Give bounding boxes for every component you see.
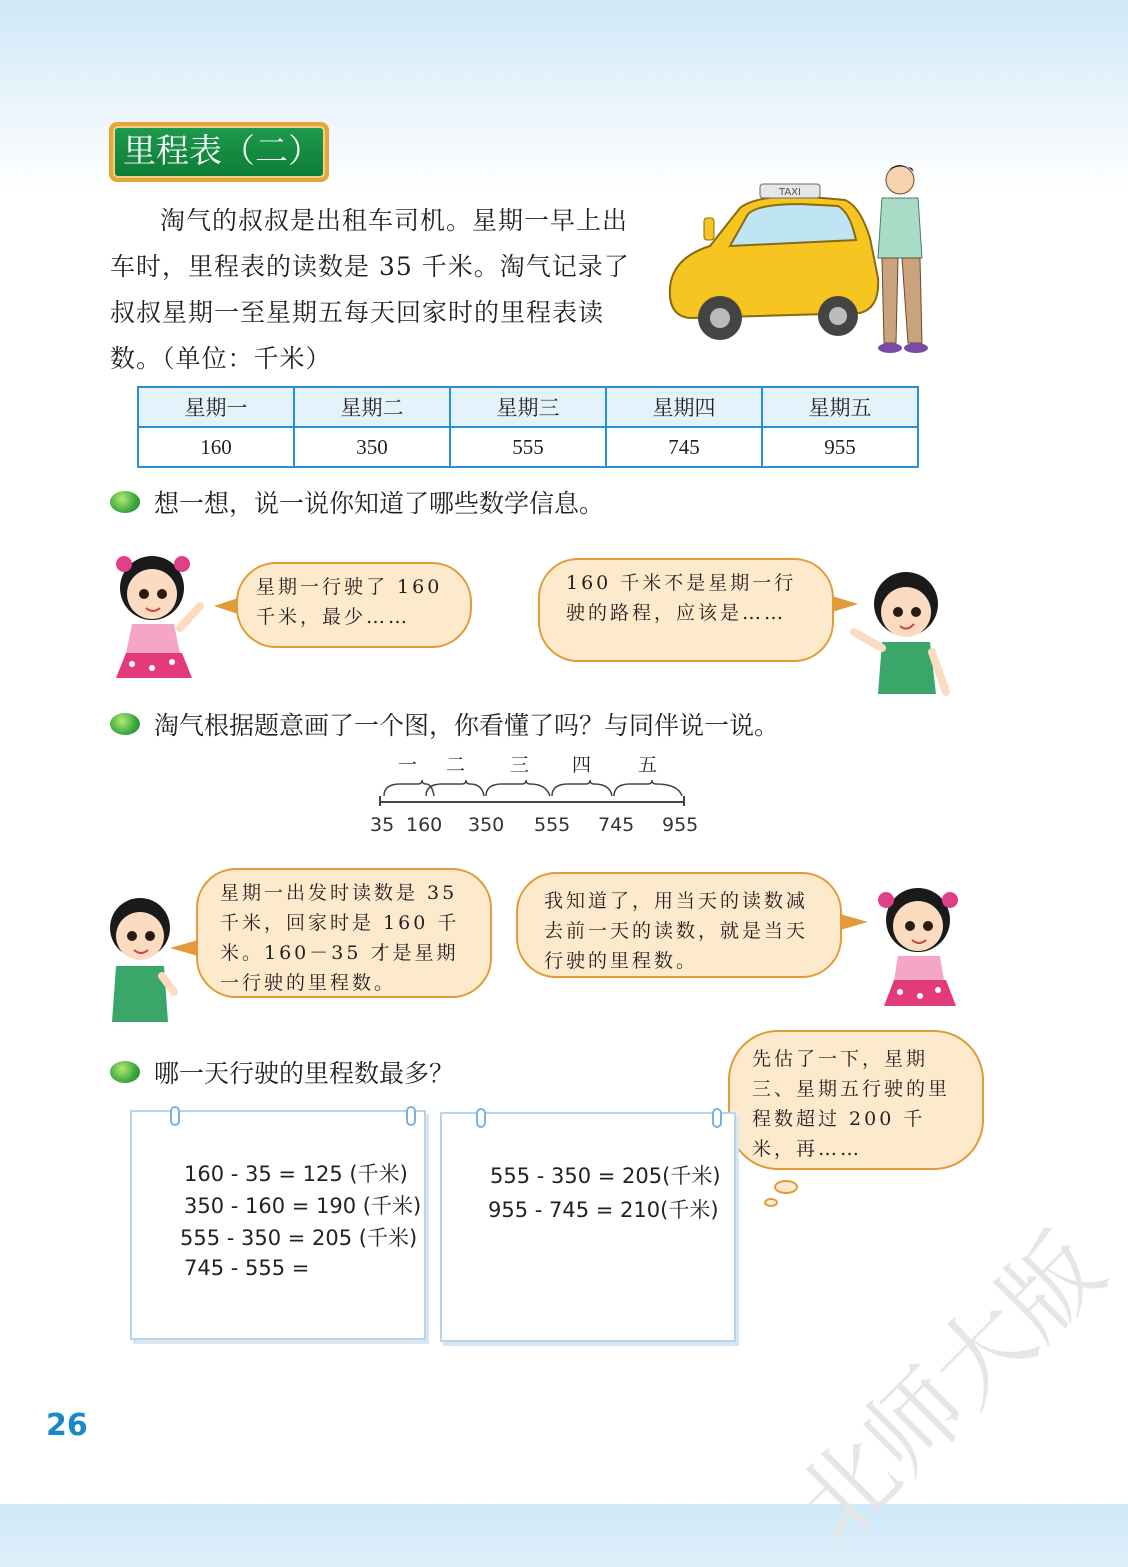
table-header-cell: 星期三 xyxy=(450,387,606,427)
bubble-text: 星期一行驶了 160 千米，最少…… xyxy=(256,576,443,628)
thought-dot xyxy=(774,1180,798,1194)
green-bullet-icon xyxy=(110,491,140,513)
bubble-tail xyxy=(214,598,238,614)
speech-bubble-boy-1 xyxy=(538,558,834,662)
girl-avatar xyxy=(868,880,968,1018)
table-header-cell: 星期四 xyxy=(606,387,762,427)
reading-label: 745 xyxy=(598,814,635,836)
day-label: 五 xyxy=(638,754,658,776)
table-row xyxy=(138,427,918,467)
question-2-text: 淘气根据题意画了一个图，你看懂了吗？与同伴说一说。 xyxy=(154,711,780,740)
taxi-driver-illustration xyxy=(660,158,940,358)
bubble-tail xyxy=(170,940,198,956)
paper-clip-icon xyxy=(170,1106,180,1126)
day-label: 四 xyxy=(572,754,592,776)
number-line-braces xyxy=(360,776,720,810)
bubble-tail xyxy=(840,914,868,930)
paper-clip-icon xyxy=(406,1106,416,1126)
bubble-text: 星期一出发时读数是 35 千米，回家时是 160 千米。160－35 才是星期一行驶的里程数。 xyxy=(220,882,460,994)
page-number: 26 xyxy=(46,1408,88,1443)
table-cell: 350 xyxy=(294,427,450,467)
green-bullet-icon xyxy=(110,713,140,735)
green-bullet-icon xyxy=(110,1061,140,1083)
table-cell: 555 xyxy=(450,427,606,467)
table-header-cell: 星期一 xyxy=(138,387,294,427)
table-header-cell: 星期二 xyxy=(294,387,450,427)
reading-label: 555 xyxy=(534,814,571,836)
calculation-line: 160 - 35 = 125 (千米) xyxy=(184,1162,408,1186)
speech-bubble-girl-2 xyxy=(516,872,842,978)
question-1 xyxy=(110,484,604,520)
speech-bubble-girl-1 xyxy=(236,562,472,648)
question-2 xyxy=(110,706,779,742)
calculation-line: 555 - 350 = 205(千米) xyxy=(490,1164,721,1188)
intro-paragraph: 淘气的叔叔是出租车司机。星期一早上出车时，里程表的读数是 35 千米。淘气记录了叔叔星期一至星期五每天回家时的里程表读数。（单位：千米） xyxy=(110,206,630,373)
paper-clip-icon xyxy=(712,1108,722,1128)
reading-label: 35 xyxy=(370,814,395,836)
question-3-text: 哪一天行驶的里程数最多？ xyxy=(154,1059,455,1088)
speech-bubble-boy-2 xyxy=(196,868,492,998)
paper-clip-icon xyxy=(476,1108,486,1128)
thought-dot xyxy=(764,1198,778,1207)
day-label: 三 xyxy=(510,754,530,776)
bubble-text: 160 千米不是星期一行驶的路程，应该是…… xyxy=(566,572,797,624)
table-header-row xyxy=(138,387,918,427)
bubble-text: 先估了一下，星期三、星期五行驶的里程数超过 200 千米，再…… xyxy=(752,1048,951,1160)
lesson-title-badge xyxy=(109,122,329,182)
reading-label: 955 xyxy=(662,814,699,836)
boy-avatar xyxy=(104,892,182,1026)
question-1-text: 想一想，说一说你知道了哪些数学信息。 xyxy=(154,489,605,518)
calculation-line: 555 - 350 = 205 (千米) xyxy=(180,1226,418,1250)
table-cell: 160 xyxy=(138,427,294,467)
question-3 xyxy=(110,1054,454,1090)
calculation-note-left xyxy=(130,1110,426,1340)
number-line-diagram xyxy=(360,748,720,844)
calculation-line: 350 - 160 = 190 (千米) xyxy=(184,1194,422,1218)
boy-avatar xyxy=(846,562,954,712)
table-cell: 955 xyxy=(762,427,918,467)
table-header-cell: 星期五 xyxy=(762,387,918,427)
table-cell: 745 xyxy=(606,427,762,467)
calculation-line: 745 - 555 = xyxy=(184,1256,310,1280)
reading-label: 160 xyxy=(406,814,443,836)
publisher-watermark: 北师大版 xyxy=(774,1212,1125,1564)
reading-label: 350 xyxy=(468,814,505,836)
taxi-sign-text: TAXI xyxy=(779,187,801,198)
day-label: 二 xyxy=(446,754,466,776)
calculation-line: 955 - 745 = 210(千米) xyxy=(488,1198,719,1222)
girl-avatar xyxy=(102,548,212,690)
calculation-note-right xyxy=(440,1112,736,1342)
mileage-table xyxy=(137,386,919,468)
lesson-title: 里程表（二） xyxy=(113,126,325,178)
thought-bubble xyxy=(728,1030,984,1170)
bubble-text: 我知道了，用当天的读数减去前一天的读数，就是当天行驶的里程数。 xyxy=(544,890,809,972)
day-label: 一 xyxy=(398,754,418,776)
